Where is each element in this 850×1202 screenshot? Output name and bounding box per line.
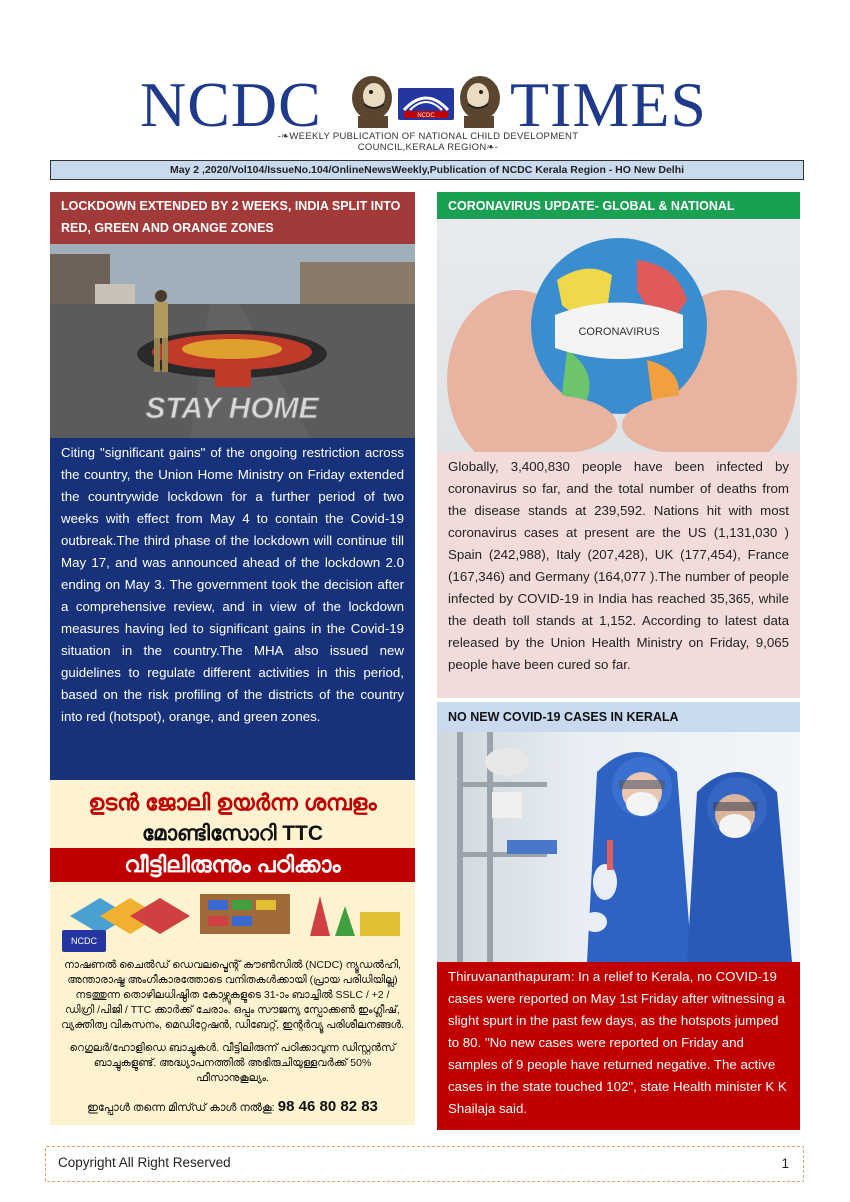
kerala-headline: NO NEW COVID-19 CASES IN KERALA: [437, 702, 800, 732]
masthead-title-ncdc: NCDC: [140, 69, 322, 140]
coronavirus-update-headline: CORONAVIRUS UPDATE- GLOBAL & NATIONAL: [437, 192, 800, 219]
montessori-materials-image: [60, 886, 405, 946]
coronavirus-update-body: Globally, 3,400,830 people have been infected by coronavirus so far, and the total number of deaths from the disease stands at 239,592. Nations hit with most coronavirus cases at present are the US (1,131,030 ) Spain (242,988), Italy (207,428), UK (177,454), France (167,346) and Germany (164,077 ).The number of people infected by COVID-19 in India has reached 35,365, while the death toll stands at 1,152. According to latest data released by the Union Health Ministry on Friday, 9,065 people have been cured so far.: [437, 452, 800, 698]
ad-phone-prefix: ഇപ്പോൾ തന്നെ മിസ്ഡ് കാൾ നൽകൂ:: [87, 1102, 275, 1114]
ad-phone-number: 98 46 80 82 83: [277, 1098, 378, 1115]
page-footer: [45, 1146, 804, 1182]
issue-info-bar: May 2 ,2020/Vol104/IssueNo.104/OnlineNewsWeekly,Publication of NCDC Kerala Region - HO New Delhi: [50, 160, 804, 180]
ad-headline-course: മോണ്ടിസോറി TTC: [141, 822, 324, 845]
stay-home-caption: STAY HOME: [145, 392, 319, 425]
lockdown-headline: LOCKDOWN EXTENDED BY 2 WEEKS, INDIA SPLIT INTO RED, GREEN AND ORANGE ZONES: [50, 192, 415, 245]
health-workers-photo: [437, 732, 800, 962]
globe-mask-photo: [437, 220, 800, 452]
ad-description: [60, 958, 405, 1086]
lockdown-body: Citing "significant gains" of the ongoing restriction across the country, the Union Home Ministry on Friday extended the countrywide lockdown for a further period of two weeks with effect from May 4 to contain the Covid-19 outbreak.The third phase of the lockdown will continue till May 17, and was announced ahead of the lockdown 2.0 ending on May 3. The government took the decision after a comprehensive review, and in view of the lockdown measures having led to significant gains in the Covid-19 situation in the country.The MHA also issued new guidelines to regulate different activities in this period, based on the risk profiling of the districts of the country into red (hotspot), orange, and green zones.: [50, 438, 415, 781]
ad-headline-home-study: വീട്ടിലിരുന്നും പഠിക്കാം: [50, 848, 415, 882]
masthead-tagline: -❧WEEKLY PUBLICATION OF NATIONAL CHILD DEVELOPMENT COUNCIL,KERALA REGION❧-: [277, 131, 579, 153]
masthead-title-times: TIMES: [510, 69, 707, 140]
copyright-text: Copyright All Right Reserved: [58, 1155, 231, 1170]
ad-paragraph-1: നാഷണൽ ചൈൽഡ് ഡെവലപ്മെന്റ് കൗൺസിൽ (NCDC) ന്യൂഡൽഹി, അന്താരാഷ്ട്ര അംഗീകാരത്തോടെ വനിതകൾക്കായി (പ്രായ പരിധിയില്ല) നടത്തുന്ന തൊഴിലധിഷ്ഠിത കോഴ്സുകളുടെ 31-ാം ബാച്ചിൽ SSLC / +2 / ഡിഗ്രി /പിജി / TTC ക്കാർക്ക് ചേരാം. ഒപ്പം സൗജന്യ സ്പോക്കൺ ഇംഗ്ലീഷ്, വ്യക്തിത്വ വികസനം, മെഡിറ്റേഷൻ, ഡിബേറ്റ്, ഇന്റർവ്യൂ പരിശീലനങ്ങൾ.: [61, 959, 404, 1031]
health-worker-figure: [687, 772, 792, 962]
svg-text:NCDC: NCDC: [417, 113, 435, 119]
page-number: 1: [781, 1156, 789, 1171]
masthead-emblem: [344, 72, 508, 132]
ad-headline-job: ഉടൻ ജോലി ഉയർന്ന ശമ്പളം: [88, 790, 377, 815]
lion-icon: [460, 76, 500, 128]
health-worker-figure: [587, 752, 692, 962]
stay-home-photo: [50, 244, 415, 438]
mask-label: CORONAVIRUS: [578, 326, 660, 338]
lion-icon: [352, 76, 392, 128]
ad-contact: [60, 1098, 405, 1115]
ad-paragraph-2: റെഗുലർ/ഹോളിഡെ ബാച്ചുകൾ. വീട്ടിലിരുന്ന് പഠിക്കാവുന്ന ഡിസ്റ്റൻസ് ബാച്ചുകളുണ്ട്. അദ്ധ്യാപനത്തിൽ അഭിരുചിയുള്ളവർക്ക് 50% ഫീസാനുകൂല്യം.: [69, 1042, 396, 1084]
montessori-ttc-ad: [50, 780, 415, 1125]
kerala-body: Thiruvananthapuram: In a relief to Kerala, no COVID-19 cases were reported on May 1st Friday after witnessing a slight spurt in the past few days, as the hotspots jumped to 80. "No new cases were reported on Friday and samples of 9 people have returned negative. The active cases in the state touched 102", state Health minister K K Shailaja said.: [437, 962, 800, 1130]
ncdc-logo: NCDC: [62, 930, 106, 952]
